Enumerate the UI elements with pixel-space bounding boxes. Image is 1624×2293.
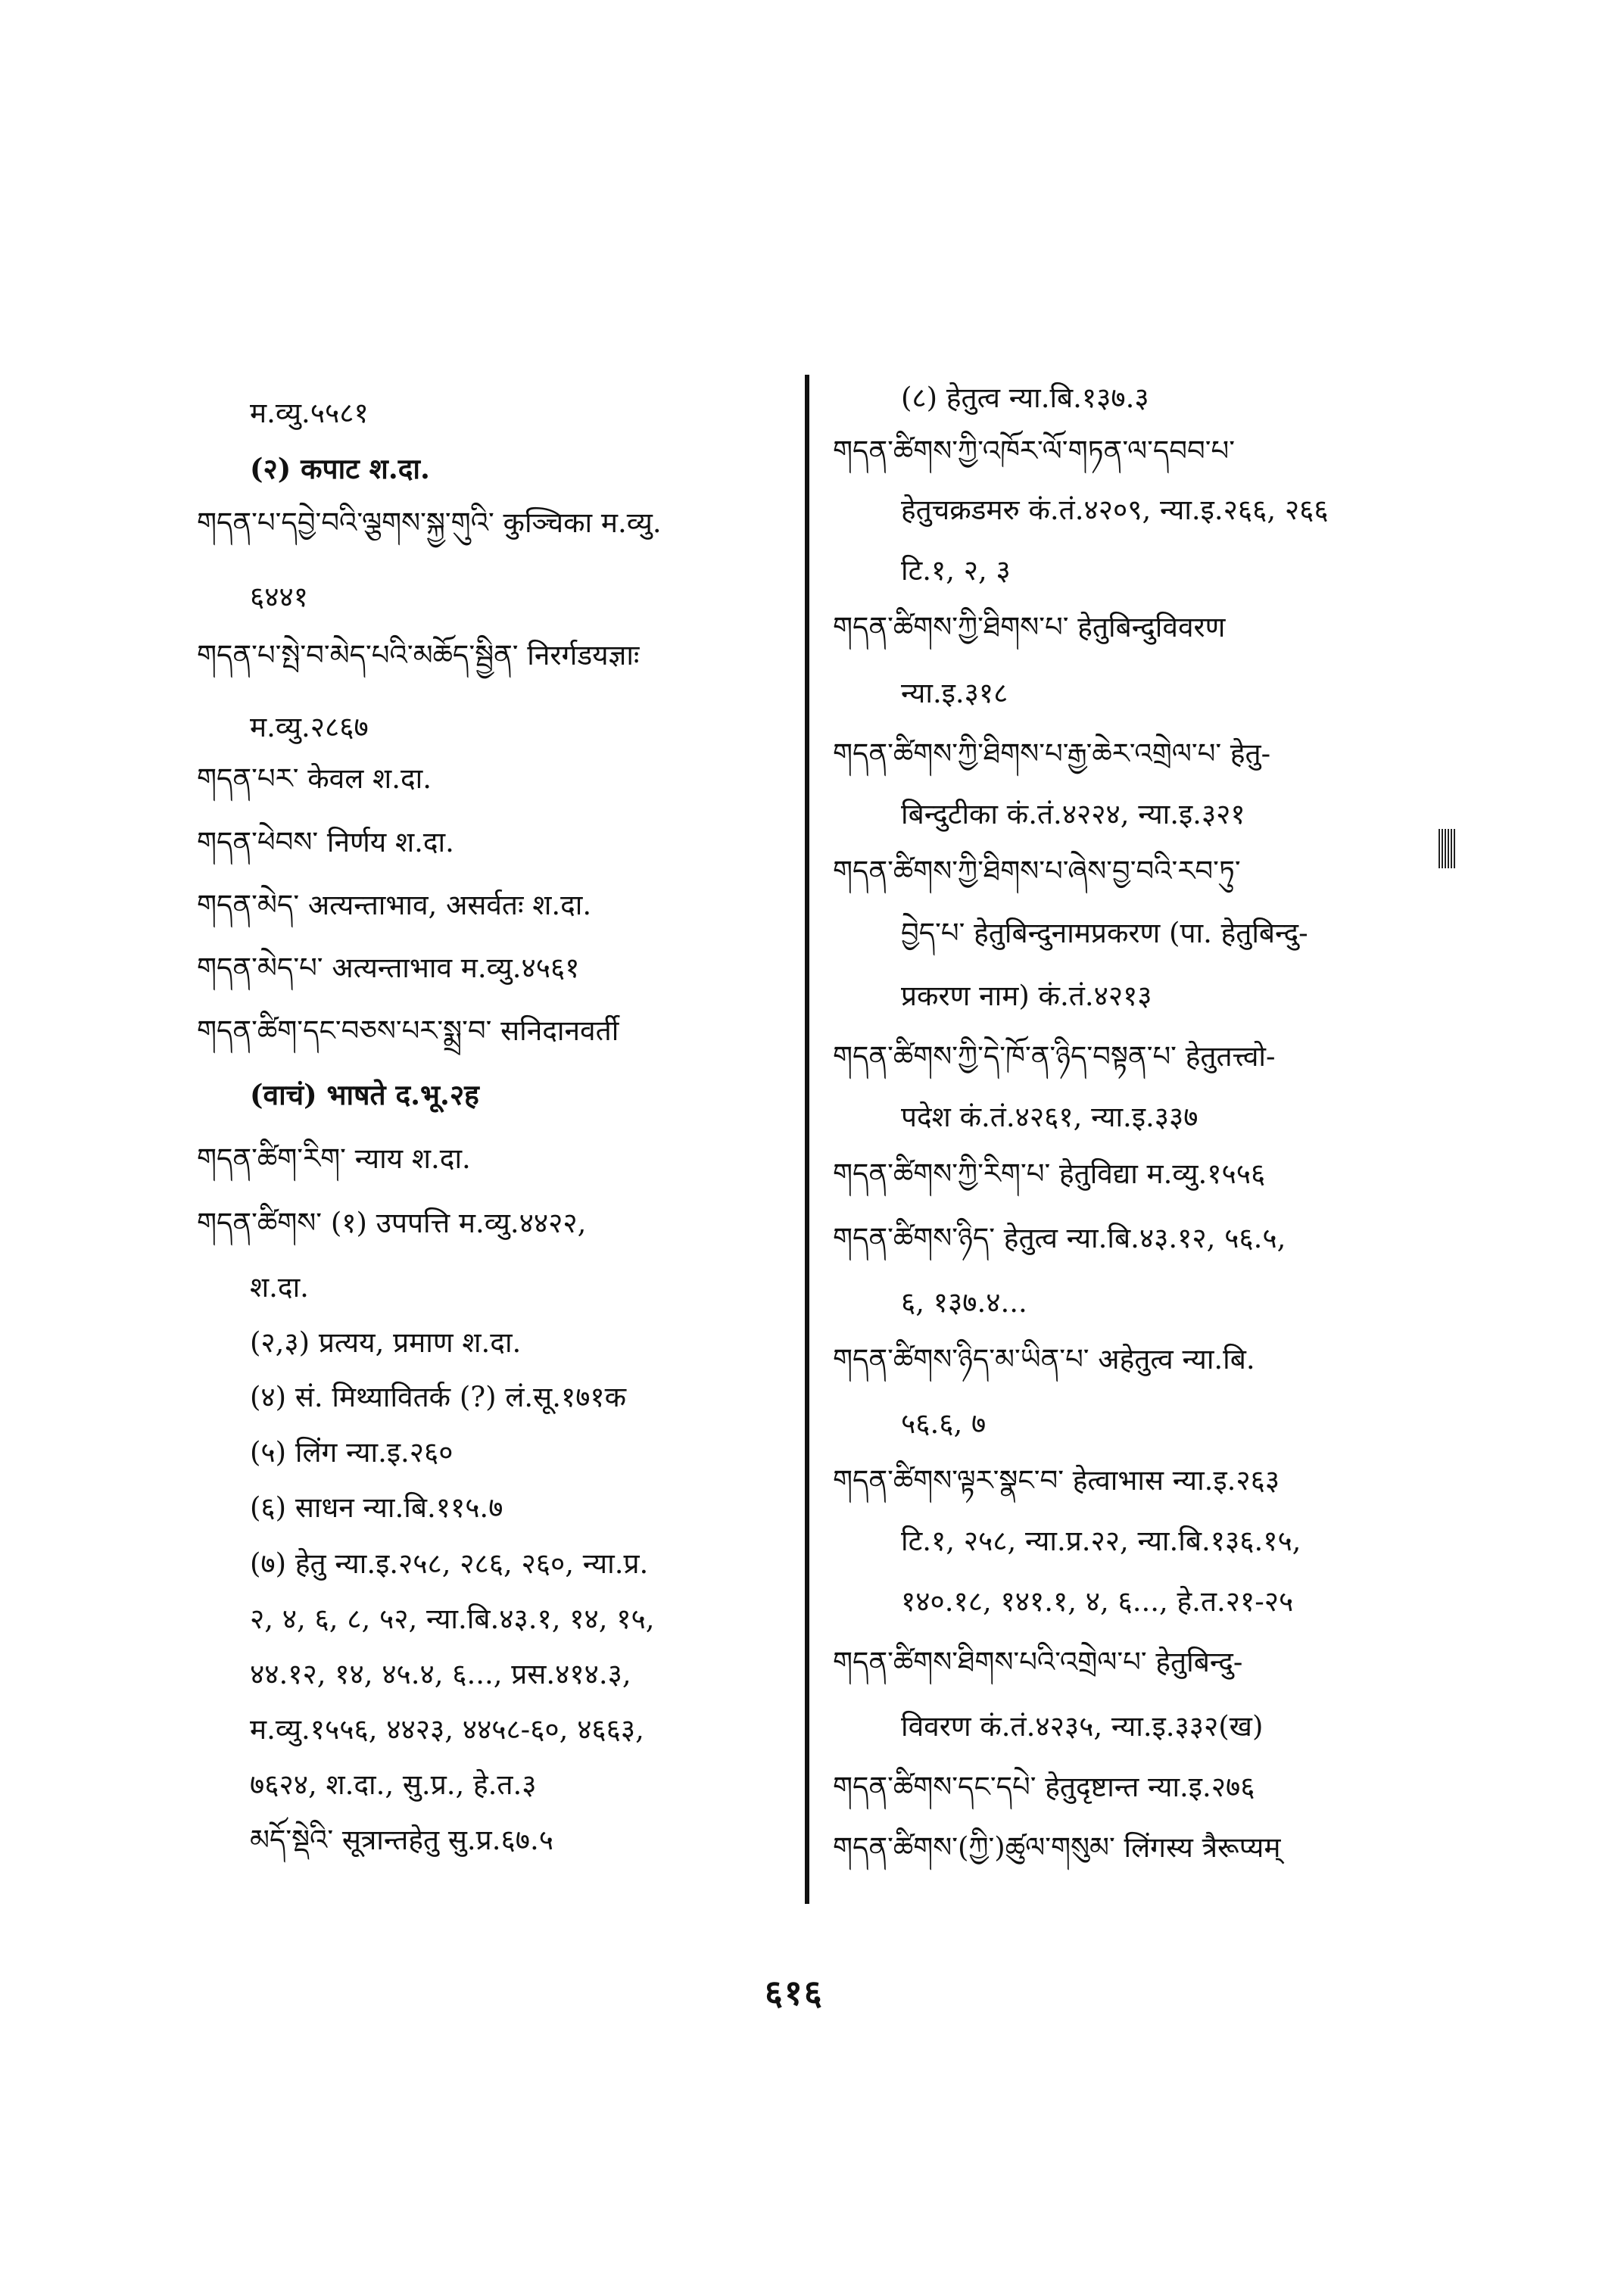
left-entry-line: म.व्यु.२८६७ — [250, 711, 369, 743]
left-entry-line: གདན་ཚིག་དང་བཅས་པར་སྨྲ་བ་ सनिदानवर्ती — [197, 1014, 619, 1047]
right-entry-line: གདན་ཚིགས་དང་དཔེ་ हेतुदृष्टान्त न्या.इ.२७६ — [833, 1771, 1255, 1803]
right-entry-line: ५६.६, ७ — [901, 1407, 987, 1440]
right-entry-line: གདན་ཚིགས་ལྟར་སྣང་བ་ हेत्वाभास न्या.इ.२६३ — [833, 1464, 1280, 1497]
right-entry-line: १४०.१८, १४१.१, ४, ६..., हे.त.२१-२५ — [901, 1585, 1294, 1618]
left-entry-line: གདན་མེད་པ་ अत्यन्ताभाव म.व्यु.४५६१ — [197, 952, 580, 984]
right-entry-line: पदेश कं.तं.४२६१, न्या.इ.३३७ — [901, 1101, 1199, 1133]
column-divider — [805, 375, 809, 1904]
right-entry-line: ६, १३७.४... — [901, 1286, 1027, 1319]
right-entry-line: གདན་ཚིགས་ཀྱི་ཐིགས་པ་ཞེས་བྱ་བའི་རབ་ཏུ་ — [833, 855, 1241, 887]
left-entry-line: २, ४, ६, ८, ५२, न्या.बि.४३.१, १४, १५, — [250, 1603, 655, 1635]
right-entry-line: གདན་ཚིགས་ཀྱི་འཁོར་ལོ་གཏན་ལ་དབབ་པ་ — [833, 435, 1235, 467]
left-entry-line: (६) साधन न्या.बि.११५.७ — [250, 1491, 503, 1524]
right-entry-line: གདན་ཚིགས་ཐིགས་པའི་འགྲེལ་པ་ हेतुबिन्दु- — [833, 1646, 1243, 1678]
left-entry-line: (५) लिंग न्या.इ.२६० — [250, 1436, 454, 1469]
left-entry-line: (२) कपाट श.दा. — [250, 452, 430, 485]
left-entry-line: གདན་ཚིག་རིག་ न्याय श.दा. — [197, 1142, 471, 1175]
left-entry-line: म.व्यु.१५५६, ४४२३, ४४५८-६०, ४६६३, — [250, 1713, 644, 1746]
left-entry-line: གདན་མེད་ अत्यन्ताभाव, असर्वतः श.दा. — [197, 889, 592, 921]
margin-mark — [1439, 829, 1455, 868]
right-entry-line: टि.१, २५८, न्या.प्र.२२, न्या.बि.१३६.१५, — [901, 1525, 1301, 1557]
right-entry-line: विवरण कं.तं.४२३५, न्या.इ.३३२(ख) — [901, 1710, 1264, 1743]
right-entry-line: གདན་ཚིགས་ཀྱི་དེ་ཁོ་ན་ཉིད་བསྟན་པ་ हेतुतत्त्वो- — [833, 1040, 1276, 1073]
left-entry-line: མདོ་སྡེའི་ सूत्रान्तहेतु सु.प्र.६७.५ — [250, 1824, 553, 1856]
left-entry-line: (वाचं) भाषते द.भू.२ह — [250, 1078, 479, 1111]
right-entry-line: གདན་ཚིགས་ཉིད་ हेतुत्व न्या.बि.४३.१२, ५६.५, — [833, 1222, 1286, 1254]
left-entry-line: གདན་ཚིགས་ (१) उपपत्ति म.व्यु.४४२२, — [197, 1207, 587, 1239]
left-entry-line: ६४४१ — [250, 581, 308, 613]
right-entry-line: གདན་ཚིགས་(ཀྱི་)ཚུལ་གསུམ་ लिंगस्य त्रैरूप्यम् — [833, 1831, 1281, 1864]
left-entry-line: ४४.१२, १४, ४५.४, ६..., प्रस.४१४.३, — [250, 1658, 631, 1690]
left-entry-line: (७) हेतु न्या.इ.२५८, २८६, २६०, न्या.प्र. — [250, 1547, 649, 1580]
left-entry-line: གདན་པ་དབྱེ་བའི་ལྕགས་སྐྱ་གུའི་ कुञ्चिका म.व्यु. — [197, 506, 662, 539]
left-entry-line: གདན་པ་སྤེ་བ་མེད་པའི་མཆོད་སྦྱིན་ निरर्गडयज्ञाः — [197, 639, 640, 671]
left-entry-line: (४) सं. मिथ्यावितर्क (?) लं.सू.१७१क — [250, 1381, 627, 1413]
left-entry-line: म.व्यु.५५८१ — [250, 397, 369, 429]
right-entry-line: न्या.इ.३१८ — [901, 677, 1008, 709]
right-entry-line: प्रकरण नाम) कं.तं.४२१३ — [901, 980, 1152, 1012]
right-entry-line: བྱེད་པ་ हेतुबिन्दुनामप्रकरण (पा. हेतुबिन्दु- — [901, 917, 1308, 949]
right-entry-line: གདན་ཚིགས་ཉིད་མ་ཡིན་པ་ अहेतुत्व न्या.बि. — [833, 1343, 1255, 1375]
right-entry-line: གདན་ཚིགས་ཀྱི་ཐིགས་པ་ हेतुबिन्दुविवरण — [833, 611, 1226, 643]
right-entry-line: हेतुचक्रडमरु कं.तं.४२०९, न्या.इ.२६६, २६६ — [901, 494, 1329, 526]
left-entry-line: (२,३) प्रत्यय, प्रमाण श.दा. — [250, 1326, 522, 1359]
right-entry-line: (८) हेतुत्व न्या.बि.१३७.३ — [901, 382, 1149, 414]
left-entry-line: གདན་པར་ केवल श.दा. — [197, 762, 432, 795]
right-entry-line: གདན་ཚིགས་ཀྱི་རིག་པ་ हेतुविद्या म.व्यु.१५५६ — [833, 1157, 1266, 1190]
right-entry-line: टि.१, २, ३ — [901, 554, 1011, 587]
left-entry-line: श.दा. — [250, 1271, 309, 1304]
left-entry-line: གདན་ཕེབས་ निर्णय श.दा. — [197, 826, 454, 858]
right-entry-line: གདན་ཚིགས་ཀྱི་ཐིགས་པ་རྒྱ་ཆེར་འགྲེལ་པ་ हेतु- — [833, 737, 1271, 770]
left-entry-line: ७६२४, श.दा., सु.प्र., हे.त.३ — [250, 1768, 537, 1801]
page-number: ६१६ — [765, 1972, 824, 2013]
right-entry-line: बिन्दुटीका कं.तं.४२२४, न्या.इ.३२१ — [901, 798, 1245, 830]
